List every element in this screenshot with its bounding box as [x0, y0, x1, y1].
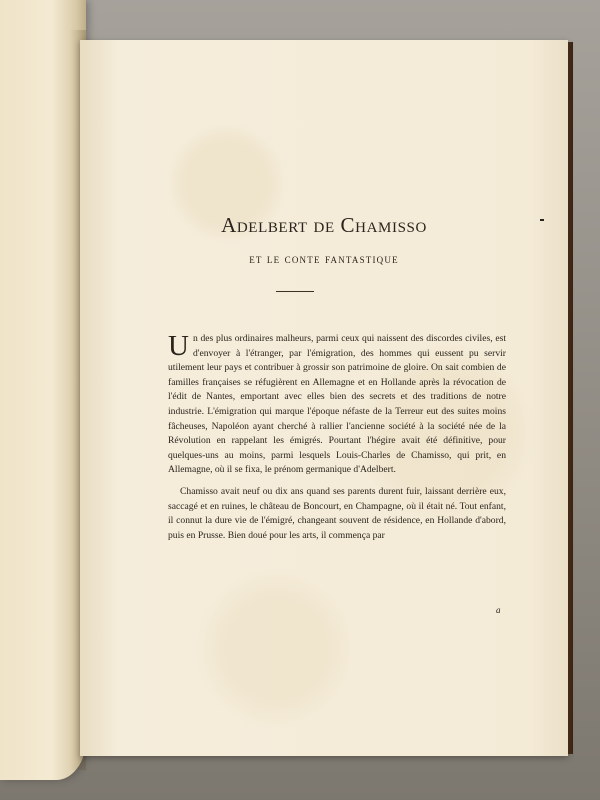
paragraph-2: Chamisso avait neuf ou dix ans quand ses parents durent fuir, laissant derrière eux, saccagé et en ruines, le château de Boncourt, en Champagne, où il était né. Tout enfant, il connut la dure vie de l'émigré, changeant souvent de résidence, en Hollande d'abord, puis en Prusse. Bien doué pour les arts, il commença par [168, 485, 506, 541]
margin-mark [540, 219, 544, 221]
paragraph-1 [168, 332, 506, 478]
chapter-title: Adelbert de Chamisso [221, 213, 427, 237]
signature-mark: a [496, 605, 501, 615]
left-page [0, 0, 86, 780]
body-text [168, 332, 506, 543]
paragraph-1-text: n des plus ordinaires malheurs, parmi ceux qui naissent des discordes civiles, est d'envoyer à l'étranger, par l'émigration, des hommes qui eussent pu servir utilement leur pays et contribuer à grossir son patrimoine de gloire. On sait combien de familles françaises se réfugièrent en Allemagne et en Hollande après la révocation de l'édit de Nantes, emportant avec elles bien des secrets et des traditions de notre industrie. L'émigration qui marque l'époque néfaste de la Terreur eut des suites moins fâcheuses, Napoléon ayant cherché à rallier l'ancienne société à la société née de la Révolution en rappelant les émigrés. Pourtant l'hégire avait été définitive, pour quelques-uns au moins, parmi lesquels Louis-Charles de Chamisso, qui prit, en Allemagne, où il se fixa, le prénom germanique d'Adelbert. [168, 333, 506, 476]
title-divider [276, 291, 314, 292]
right-page [80, 40, 568, 756]
drop-cap: U [168, 330, 189, 362]
chapter-subtitle: et le conte fantastique [249, 252, 399, 266]
